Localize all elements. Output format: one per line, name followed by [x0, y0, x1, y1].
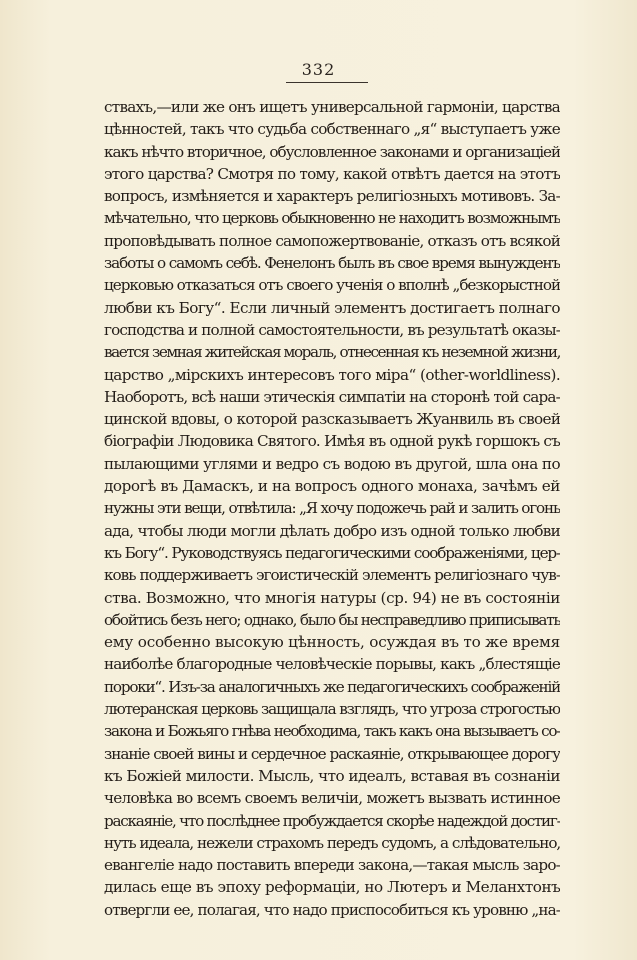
text-line: церковью отказаться отъ своего ученія о вполнѣ „безкорыстной: [104, 276, 560, 295]
text-line: ему особенно высокую цѣнность, осуждая въ то же время: [104, 633, 560, 652]
header-rule: [286, 82, 368, 83]
text-line: вопросъ, измѣняется и характеръ религіозныхъ мотивовъ. За-: [104, 187, 560, 206]
text-line: какъ нѣчто вторичное, обусловленное законами и организацiей: [104, 142, 560, 161]
text-line: ствахъ,—или же онъ ищетъ универсальной гармоніи, царства: [104, 98, 560, 116]
text-line: нужны эти вещи, отвѣтила: „Я хочу подожечь рай и залить огонь: [104, 499, 560, 518]
text-line: ковь поддерживаетъ эгоистическій элементъ религіознаго чув-: [104, 566, 560, 585]
text-line: евангеліе надо поставить впереди закона,—такая мысль заро-: [104, 856, 560, 875]
text-line: заботы о самомъ себѣ. Фенелонъ былъ въ свое время вынужденъ: [104, 254, 560, 273]
text-line: обойтись безъ него; однако, было бы несправедливо приписывать: [104, 610, 560, 629]
text-line: къ Богу“. Руководствуясь педагогическими соображеніями, цер-: [104, 543, 560, 562]
text-line: проповѣдывать полное самопожертвованіе, отказъ отъ всякой: [104, 231, 560, 250]
body-text: [104, 96, 560, 921]
text-line: закона и Божьяго гнѣва необходима, такъ какъ она вызываетъ со-: [104, 722, 560, 741]
text-line: любви къ Богу“. Если личный элементъ достигаетъ полнаго: [104, 298, 560, 317]
text-line: царство „мірскихъ интересовъ того міра“ (other-worldliness).: [104, 365, 560, 384]
text-line: пороки“. Изъ-за аналогичныхъ же педагогическихъ соображеній: [104, 677, 560, 696]
text-line: знаніе своей вины и сердечное раскаяніе, открывающее дорогу: [104, 744, 560, 763]
text-line: дилась еще въ эпоху реформаціи, но Лютеръ и Меланхтонъ: [104, 878, 560, 897]
text-line: мѣчательно, что церковь обыкновенно не находитъ возможнымъ: [104, 209, 560, 228]
text-line: пылающими углями и ведро съ водою въ другой, шла она по: [104, 454, 560, 473]
text-line: къ Божіей милости. Мысль, что идеалъ, вставая въ сознаніи: [104, 766, 560, 785]
text-line: Наоборотъ, всѣ наши этическія симпатіи на сторонѣ той сара-: [104, 387, 560, 406]
page-number: 332: [301, 60, 336, 79]
text-line: отвергли ее, полагая, что надо приспособиться къ уровню „на-: [104, 900, 560, 919]
text-line: лютеранская церковь защищала взглядъ, что угроза строгостью: [104, 700, 560, 719]
text-line: человѣка во всемъ своемъ величіи, можетъ вызвать истинное: [104, 789, 560, 808]
text-line: біографіи Людовика Святого. Имѣя въ одной рукѣ горшокъ съ: [104, 432, 560, 451]
text-line: господства и полной самостоятельности, въ результатѣ оказы-: [104, 320, 560, 339]
text-line: дорогѣ въ Дамаскъ, и на вопросъ одного монаха, зачѣмъ ей: [104, 477, 560, 496]
text-line: раскаяніе, что послѣднее пробуждается скорѣе надеждой достиг-: [104, 811, 560, 830]
text-line: цѣнностей, такъ что судьба собственнаго „я“ выступаетъ уже: [104, 120, 560, 139]
text-line: нуть идеала, нежели страхомъ передъ судомъ, а слѣдовательно,: [104, 833, 560, 852]
text-line: ада, чтобы люди могли дѣлать добро изъ одной только любви: [104, 521, 560, 540]
text-line: цинской вдовы, о которой разсказываетъ Жуанвиль въ своей: [104, 410, 560, 429]
text-line: наиболѣе благородные человѣческіе порывы, какъ „блестящіе: [104, 655, 560, 674]
text-line: этого царства? Смотря по тому, какой отвѣтъ дается на этотъ: [104, 164, 560, 183]
text-line: вается земная житейская мораль, отнесенная къ неземной жизни,: [104, 343, 560, 362]
text-line: ства. Возможно, что многія натуры (ср. 94) не въ состояніи: [104, 588, 560, 607]
